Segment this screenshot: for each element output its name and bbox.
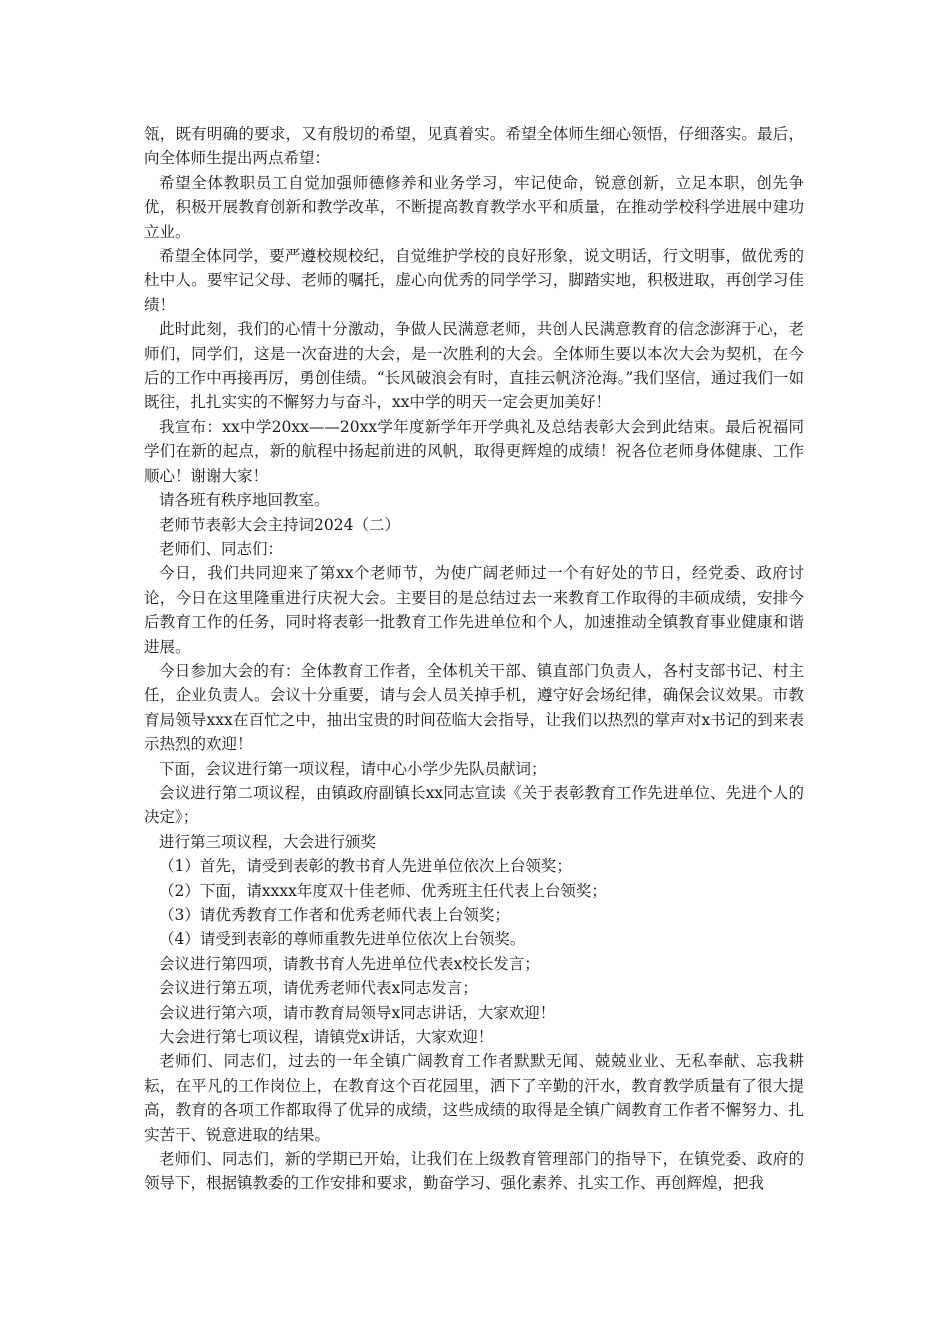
section-title: 老师节表彰大会主持词2024（二） — [159, 515, 400, 534]
paragraph-agenda-6: 会议进行第六项，请市教育局领导x同志讲话，大家欢迎！ — [159, 1003, 556, 1022]
list-item: （4）请受到表彰的尊师重教先进单位依次上台领奖。 — [159, 930, 526, 949]
paragraph-opening: 今日，我们共同迎来了第xx个老师节，为使广阔老师过一个有好处的节日，经党委、政府讨论，今日在这里隆重进行庆祝大会。主要目的是总结过去一来教育工作取得的丰硕成绩，安排今后教育工作的任务，同时将表彰一批教育工作先进单位和个人，加速推动全镇教育事业健康和谐进展。 — [144, 564, 804, 656]
paragraph-agenda-2: 会议进行第二项议程，由镇政府副镇长xx同志宣读《关于表彰教育工作先进单位、先进个人的决定》； — [144, 783, 804, 827]
paragraph-continuation: 瓴，既有明确的要求，又有殷切的希望，见真着实。希望全体师生细心领悟，仔细落实。最后，向全体师生提出两点希望： — [144, 125, 804, 168]
paragraph-agenda-5: 会议进行第五项，请优秀老师代表x同志发言； — [159, 979, 478, 998]
paragraph-student-hopes: 希望全体同学，要严遵校规校纪，自觉维护学校的良好形象，说文明话，行文明事，做优秀的杜中人。要牢记父母、老师的嘱托，虚心向优秀的同学学习，脚踏实地，积极进取，再创学习佳绩！ — [144, 247, 804, 314]
paragraph-outlook: 老师们、同志们，新的学期已开始，让我们在上级教育管理部门的指导下，在镇党委、政府的领导下，根据镇教委的工作安排和要求，勤奋学习、强化素养、扎实工作、再创辉煌，把我 — [144, 1150, 804, 1193]
paragraph-closing-remarks: 此时此刻，我们的心情十分激动，争做人民满意老师，共创人民满意教育的信念澎湃于心，老师们，同学们，这是一次奋进的大会，是一次胜利的大会。全体师生要以本次大会为契机，在今后的工作中再接再厉，勇创佳绩。“长风破浪会有时，直挂云帆济沧海。”我们坚信，通过我们一如既往，扎扎实实的不懈努力与奋斗，xx中学的明天一定会更加美好！ — [144, 320, 804, 412]
list-item: （2）下面，请xxxx年度双十佳老师、优秀班主任代表上台领奖； — [159, 881, 607, 900]
paragraph-agenda-3: 进行第三项议程，大会进行颁奖 — [159, 832, 377, 851]
paragraph-agenda-7: 大会进行第七项议程，请镇党x讲话，大家欢迎！ — [159, 1028, 494, 1047]
paragraph-review: 老师们、同志们，过去的一年全镇广阔教育工作者默默无闻、兢兢业业、无私奉献、忘我耕耘，在平凡的工作岗位上，在教育这个百花园里，洒下了辛勤的汗水，教育教学质量有了很大提高，教育的各项工作都取得了优异的成绩，这些成绩的取得是全镇广阔教育工作者不懈努力、扎实苦干、锐意进取的结果。 — [144, 1052, 804, 1144]
document-page — [144, 122, 804, 1196]
list-item: （1）首先，请受到表彰的教书育人先进单位依次上台领奖； — [159, 857, 572, 876]
paragraph-dismissal: 请各班有秩序地回教室。 — [159, 491, 330, 510]
paragraph-attendees: 今日参加大会的有：全体教育工作者，全体机关干部、镇直部门负责人，各村支部书记、村主任，企业负责人。会议十分重要，请与会人员关掉手机，遵守好会场纪律，确保会议效果。市教育局领导xxx在百忙之中，抽出宝贵的时间莅临大会指导，让我们以热烈的掌声对x书记的到来表示热烈的欢迎！ — [144, 661, 804, 754]
paragraph-agenda-1: 下面，会议进行第一项议程，请中心小学少先队员献词； — [159, 759, 547, 778]
paragraph-agenda-4: 会议进行第四项，请教书育人先进单位代表x校长发言； — [159, 954, 540, 973]
paragraph-teacher-hopes: 希望全体教职员工自觉加强师德修养和业务学习，牢记使命，锐意创新，立足本职，创先争优，积极开展教育创新和教学改革，不断提高教育教学水平和质量，在推动学校科学进展中建功立业。 — [144, 173, 804, 241]
paragraph-salutation: 老师们、同志们： — [159, 539, 284, 558]
paragraph-announcement: 我宣布：xx中学20xx——20xx学年度新学年开学典礼及总结表彰大会到此结束。最后祝福同学们在新的起点，新的航程中扬起前进的风帆，取得更辉煌的成绩！祝各位老师身体健康、工作顺心！谢谢大家！ — [144, 417, 804, 485]
list-item: （3）请优秀教育工作者和优秀老师代表上台领奖； — [159, 906, 510, 924]
